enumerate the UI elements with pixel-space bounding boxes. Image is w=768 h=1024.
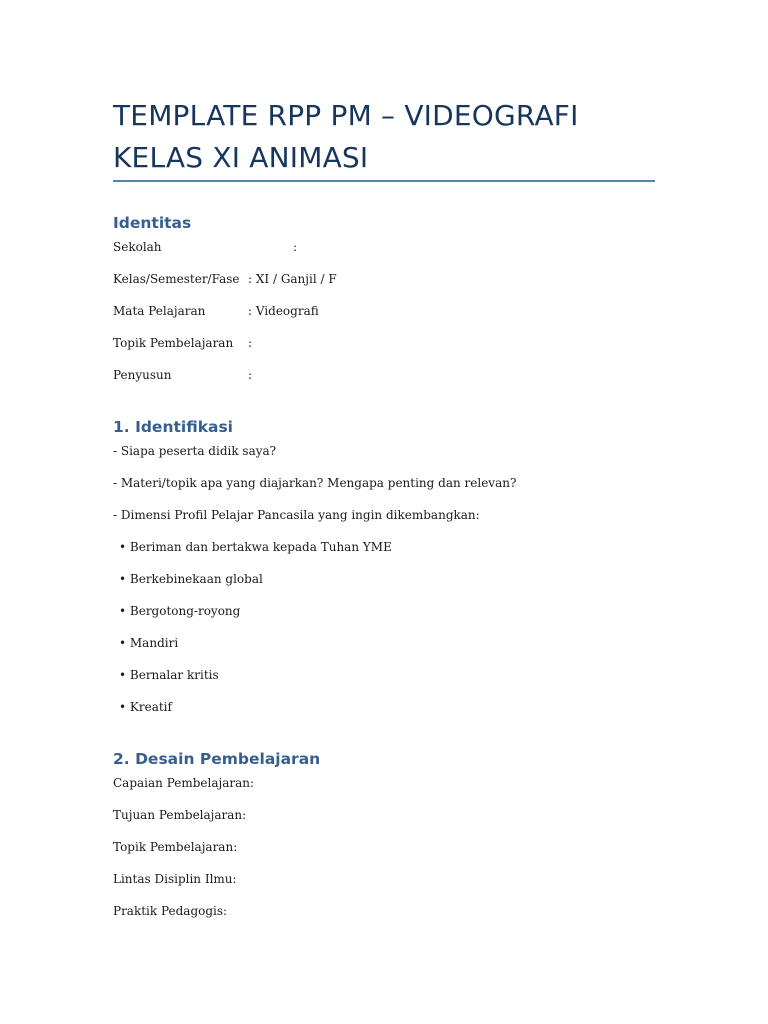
desain-item: Praktik Pedagogis: — [113, 904, 228, 918]
field-value: : — [293, 240, 298, 254]
profil-dimension-item: • Beriman dan bertakwa kepada Tuhan YME — [119, 540, 392, 554]
field-row-kelas-semester-fase — [113, 271, 337, 287]
profil-dimension-item: • Kreatif — [119, 700, 172, 714]
field-label: Mata Pelajaran — [113, 304, 206, 318]
field-label: Kelas/Semester/Fase — [113, 272, 240, 286]
field-value: : Videografi — [248, 304, 319, 318]
desain-item: Capaian Pembelajaran: — [113, 776, 255, 790]
document-title-line-2: KELAS XI ANIMASI — [113, 141, 369, 174]
document-title — [113, 95, 673, 179]
profil-dimension-item: • Bergotong-royong — [119, 604, 241, 618]
identitas-heading: Identitas — [113, 214, 192, 232]
profil-dimension-item: • Berkebinekaan global — [119, 572, 263, 586]
field-value: : — [248, 368, 253, 382]
field-label: Sekolah — [113, 240, 162, 254]
identifikasi-question: - Dimensi Profil Pelajar Pancasila yang ingin dikembangkan: — [113, 508, 480, 522]
field-row-penyusun — [113, 367, 253, 383]
identifikasi-question: - Materi/topik apa yang diajarkan? Mengapa penting dan relevan? — [113, 476, 517, 490]
field-value: : — [248, 336, 253, 350]
field-row-mata-pelajaran — [113, 303, 319, 319]
field-value: : XI / Ganjil / F — [248, 272, 337, 286]
identifikasi-question: - Siapa peserta didik saya? — [113, 444, 277, 458]
field-label: Topik Pembelajaran — [113, 336, 234, 350]
document-title-line-1: TEMPLATE RPP PM – VIDEOGRAFI — [113, 99, 579, 132]
desain-item: Tujuan Pembelajaran: — [113, 808, 247, 822]
desain-pembelajaran-heading: 2. Desain Pembelajaran — [113, 750, 321, 768]
title-underline-rule — [113, 180, 655, 182]
field-label: Penyusun — [113, 368, 172, 382]
profil-dimension-item: • Mandiri — [119, 636, 179, 650]
field-row-topik-pembelajaran — [113, 335, 253, 351]
desain-item: Topik Pembelajaran: — [113, 840, 238, 854]
profil-dimension-item: • Bernalar kritis — [119, 668, 219, 682]
desain-item: Lintas Disiplin Ilmu: — [113, 872, 237, 886]
identifikasi-heading: 1. Identifikasi — [113, 418, 233, 436]
field-row-sekolah — [113, 239, 298, 255]
